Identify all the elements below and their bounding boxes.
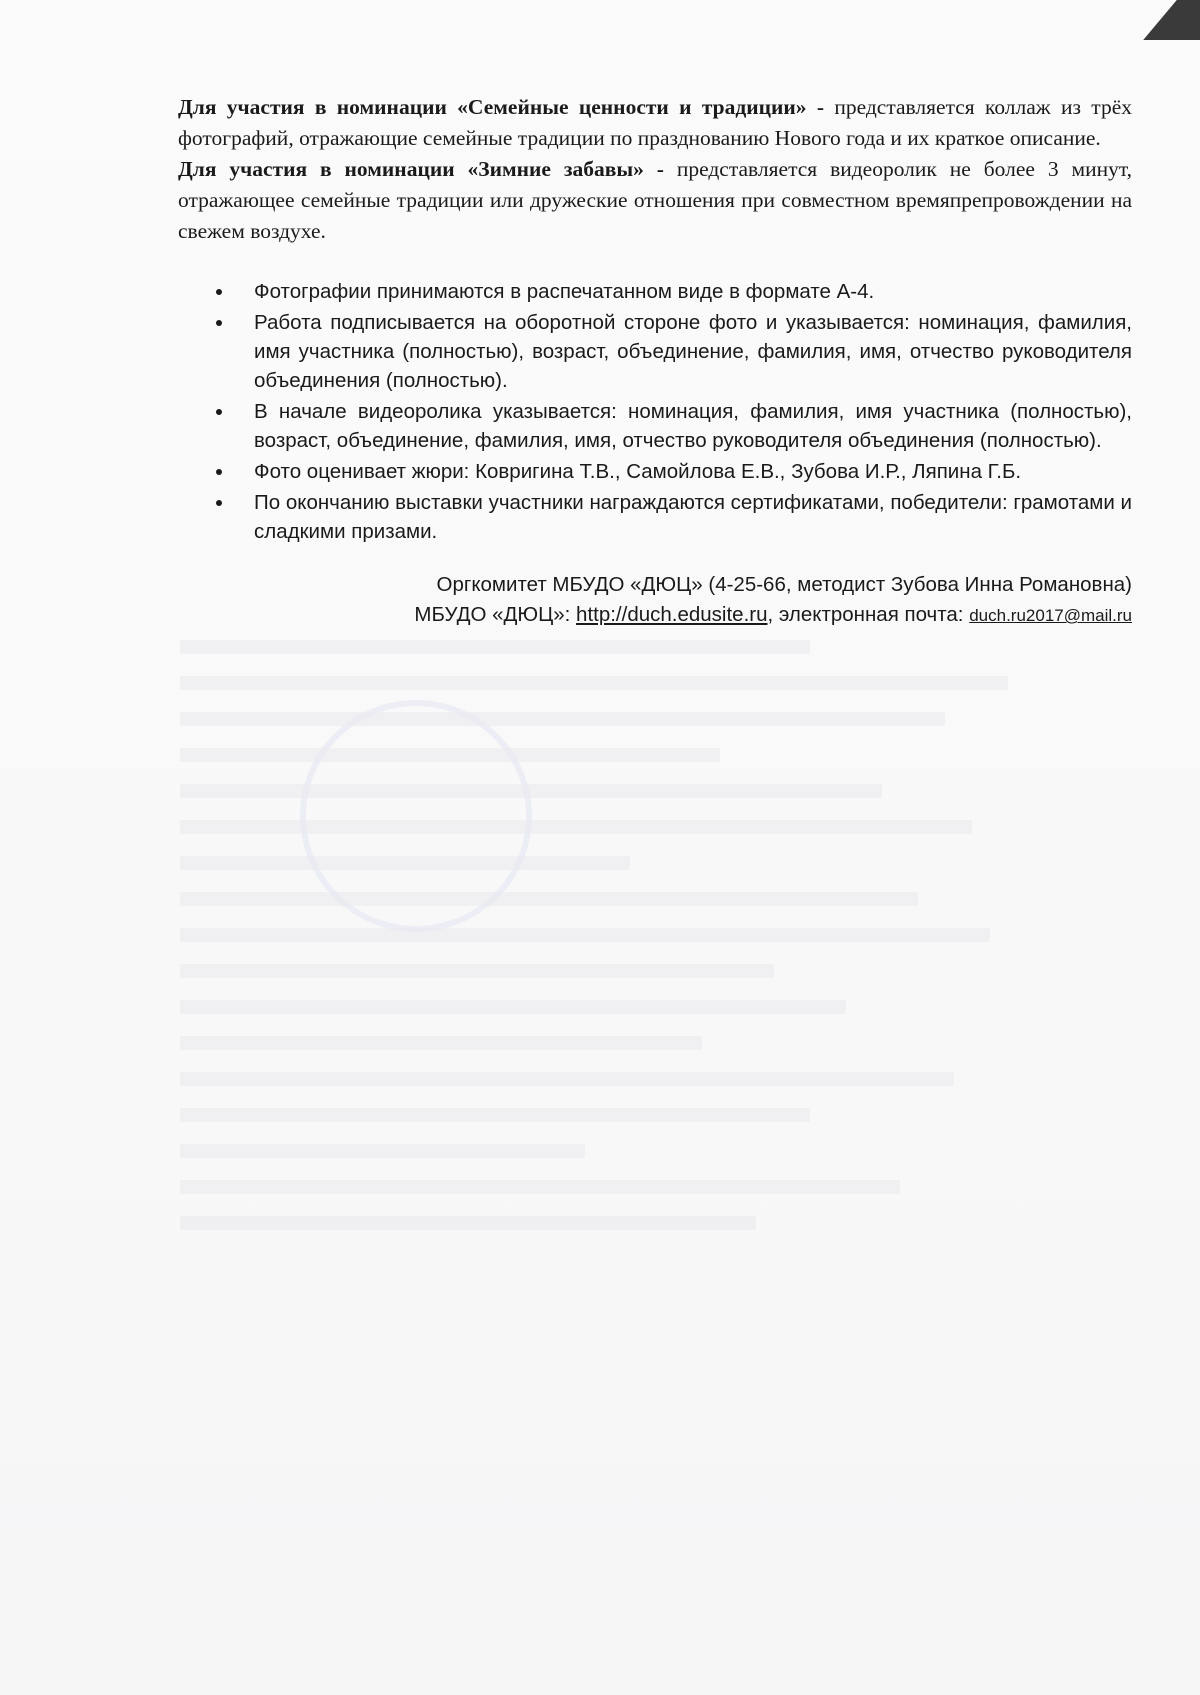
list-item: Работа подписывается на оборотной стороне фото и указывается: номинация, фамилия, имя участника (полностью), возраст, объединение, фамилия, имя, отчество руководителя объединения (полностью). xyxy=(178,308,1132,395)
list-item: Фото оценивает жюри: Ковригина Т.В., Самойлова Е.В., Зубова И.Р., Ляпина Г.Б. xyxy=(178,457,1132,486)
orgcommittee-contacts xyxy=(178,570,1132,631)
page-corner-shadow xyxy=(1143,0,1200,40)
bleed-through-stamp xyxy=(300,700,532,932)
nomination-family-values-paragraph xyxy=(178,92,1132,154)
nomination-winter-fun-text: представляется видеоролик не более 3 минут, отражающее семейные традиции или дружеские отношения при совместном времяпрепровождении на свежем воздухе. xyxy=(178,157,1132,243)
nomination-family-values-title: Для участия в номинации «Семейные ценности и традиции» - xyxy=(178,95,825,119)
list-item: По окончанию выставки участники награждаются сертификатами, победители: грамотами и сладкими призами. xyxy=(178,488,1132,546)
document-body xyxy=(178,92,1132,631)
contacts-prefix: МБУДО «ДЮЦ»: xyxy=(414,603,577,626)
bleed-through-texture xyxy=(180,640,1080,1540)
nomination-winter-fun-title: Для участия в номинации «Зимние забавы» - xyxy=(178,157,664,181)
email-link[interactable]: duch.ru2017@mail.ru xyxy=(969,606,1132,625)
nomination-winter-fun-paragraph xyxy=(178,154,1132,247)
list-item: В начале видеоролика указывается: номинация, фамилия, имя участника (полностью), возраст, объединение, фамилия, имя, отчество руководителя объединения (полностью). xyxy=(178,397,1132,455)
list-item: Фотографии принимаются в распечатанном виде в формате А-4. xyxy=(178,277,1132,306)
orgcommittee-line: Оргкомитет МБУДО «ДЮЦ» (4-25-66, методист Зубова Инна Романовна) xyxy=(436,573,1132,596)
contacts-middle: , электронная почта: xyxy=(767,603,970,626)
nomination-family-values-text: представляется коллаж из трёх фотографий, отражающие семейные традиции по празднованию Нового года и их краткое описание. xyxy=(178,95,1132,150)
requirements-list xyxy=(178,277,1132,546)
website-link[interactable]: http://duch.edusite.ru xyxy=(576,603,768,626)
contacts-line xyxy=(178,600,1132,631)
